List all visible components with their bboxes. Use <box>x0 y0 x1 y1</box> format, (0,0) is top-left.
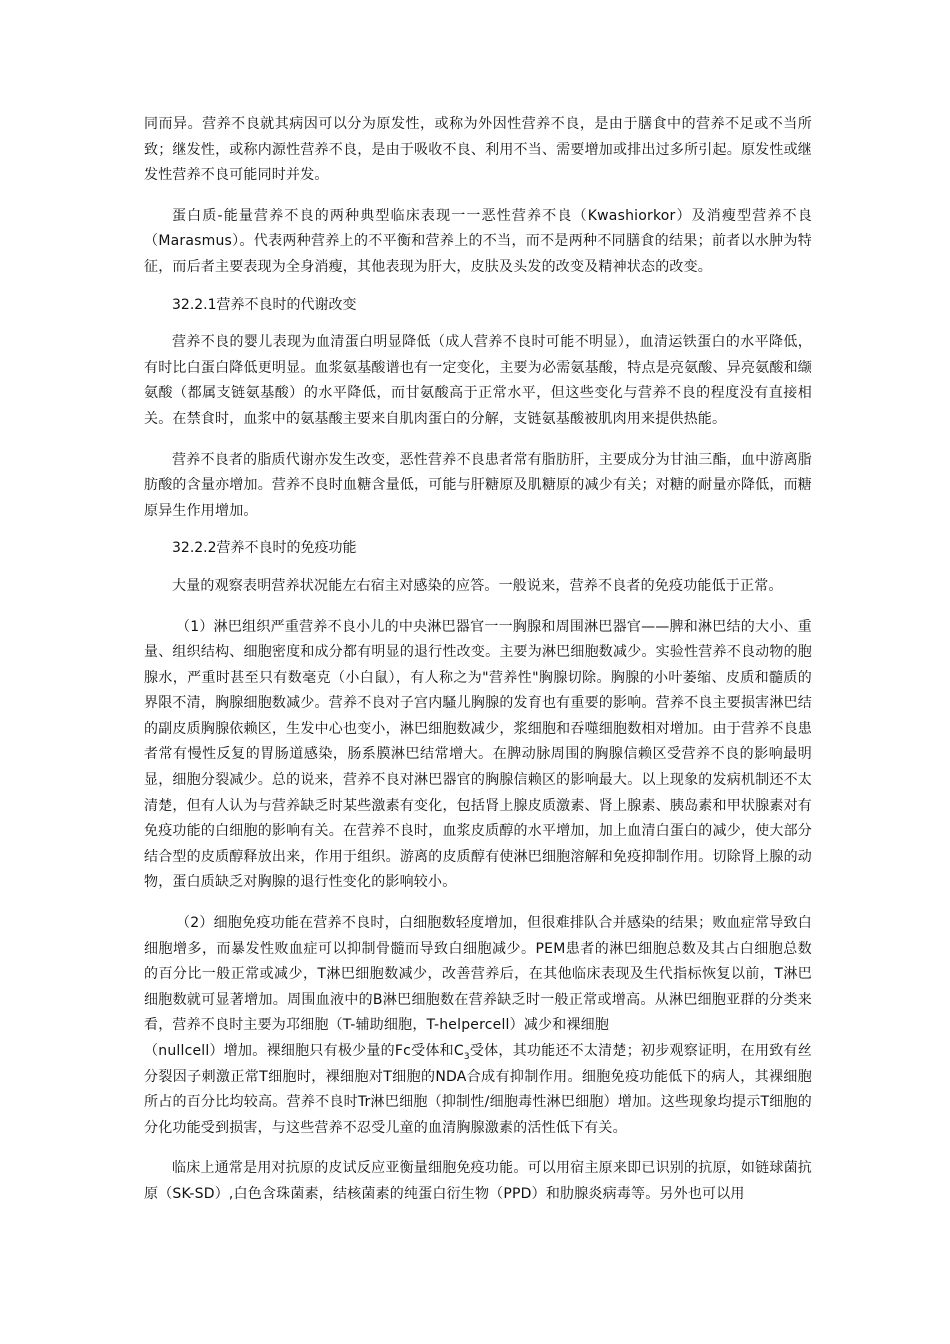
c3-subscript: 3 <box>463 1051 470 1062</box>
section-heading-metabolism: 32.2.1营养不良时的代谢改变 <box>172 296 357 313</box>
paragraph-skin-test: 临床上通常是用对抗原的皮试反应亚衡量细胞免疫功能。可以用宿主原来即已识别的抗原，如链球菌抗原（SK-SD）,白色含珠菌素，结核菌素的纯蛋白衍生物（PPD）和肋腺炎病毒等。另外也可以用 <box>144 1160 812 1202</box>
paragraph-pem-types: 蛋白质-能量营养不良的两种典型临床表现一一恶性营养不良（Kwashiorkor）及消瘦型营养不良（Marasmus）。代表两种营养上的不平衡和营养上的不当，而不是两种不同膳食的结果；前者以水肿为特征，而后者主要表现为全身消瘦，其他表现为肝大，皮肤及头发的改变及精神状态的改变。 <box>144 207 812 275</box>
null-cells-text-b: 受体，其功能还不太清楚；初步观察证明，在用致有丝分裂因子刺激正常T细胞时，裸细胞对T细胞的NDA合成有抑制作用。细胞免疫功能低下的病人，其裸细胞所占的百分比均较高。营养不良时Tr淋巴细胞（抑制性/细胞毒性淋巴细胞）增加。这些现象均提示T细胞的分化功能受到损害，与这些营养不忍受儿童的血清胸腺激素的活性低下有关。 <box>144 1043 812 1136</box>
paragraph-null-cells <box>144 1039 812 1141</box>
paragraph-etiology: 同而异。营养不良就其病因可以分为原发性，或称为外因性营养不良，是由于膳食中的营养不足或不当所致；继发性，或称内源性营养不良，是由于吸收不良、利用不当、需要增加或排出过多所引起。原发性或继发性营养不良可能同时并发。 <box>144 116 812 184</box>
paragraph-lipid-metabolism: 营养不良者的脂质代谢亦发生改变，恶性营养不良患者常有脂肪肝，主要成分为甘油三酯，血中游离脂肪酸的含量亦增加。营养不良时血糖含量低，可能与肝糖原及肌糖原的减少有关；对糖的耐量亦降低，而糖原异生作用增加。 <box>144 451 812 519</box>
paragraph-protein-metabolism: 营养不良的婴儿表现为血清蛋白明显降低（成人营养不良时可能不明显），血清运铁蛋白的水平降低，有时比白蛋白降低更明显。血浆氨基酸谱也有一定变化，主要为必需氨基酸，特点是亮氨酸、异亮氨酸和缬氨酸（都属支链氨基酸）的水平降低，而甘氨酸高于正常水平，但这些变化与营养不良的程度没有直接相关。在禁食时，血浆中的氨基酸主要来自肌肉蛋白的分解，支链氨基酸被肌肉用来提供热能。 <box>144 334 812 427</box>
section-heading-immunity: 32.2.2营养不良时的免疫功能 <box>172 540 357 557</box>
paragraph-immunity-intro: 大量的观察表明营养状况能左右宿主对感染的应答。一般说来，营养不良者的免疫功能低于正常。 <box>172 577 783 594</box>
paragraph-cellular-immunity: （2）细胞免疫功能在营养不良时，白细胞数轻度增加，但很难排队合并感染的结果；败血症常导致白细胞增多，而暴发性败血症可以抑制骨髓而导致白细胞减少。PEM患者的淋巴细胞总数及其占白细胞总数的百分比一般正常或减少，T淋巴细胞数减少，改善营养后，在其他临床表现及生代指标恢复以前，T淋巴细胞数就可显著增加。周围血液中的B淋巴细胞数在营养缺乏时一般正常或增高。从淋巴细胞亚群的分类来看，营养不良时主要为邛细胞（T-辅助细胞，T-helpercell）减少和裸细胞 <box>144 915 812 1034</box>
document-page <box>144 112 812 1208</box>
null-cells-text-a: （nullcell）增加。裸细胞只有极少量的Fc受体和C <box>144 1043 464 1059</box>
paragraph-lymphoid-tissue: （1）淋巴组织严重营养不良小儿的中央淋巴器官一一胸腺和周围淋巴器官——脾和淋巴结的大小、重量、组织结构、细胞密度和成分都有明显的退行性改变。主要为淋巴细胞数减少。实验性营养不良动物的胞腺水，严重时甚至只有数毫克（小白鼠），有人称之为"营养性"胸腺切除。胸腺的小叶萎缩、皮质和髓质的界限不清，胸腺细胞数减少。营养不良对子宫内騷儿胸腺的发育也有重要的影响。营养不良主要损害淋巴结的副皮质胸腺依赖区，生发中心也变小，淋巴细胞数减少，浆细胞和吞噬细胞数相对增加。由于营养不良患者常有慢性反复的胃肠道感染，肠系膜淋巴结常增大。在脾动脉周围的胸腺信赖区受营养不良的影响最明显，细胞分裂减少。总的说来，营养不良对淋巴器官的胸腺信赖区的影响最大。以上现象的发病机制还不太清楚，但有人认为与营养缺乏时某些激素有变化，包括肾上腺皮质激素、肾上腺素、胰岛素和甲状腺素对有免疫功能的白细胞的影响有关。在营养不良时，血浆皮质醇的水平增加，加上血清白蛋白的减少，使大部分结合型的皮质醇释放出来，作用于组织。游离的皮质醇有使淋巴细胞溶解和免疫抑制作用。切除肾上腺的动物，蛋白质缺乏对胸腺的退行性变化的影响较小。 <box>144 618 812 891</box>
